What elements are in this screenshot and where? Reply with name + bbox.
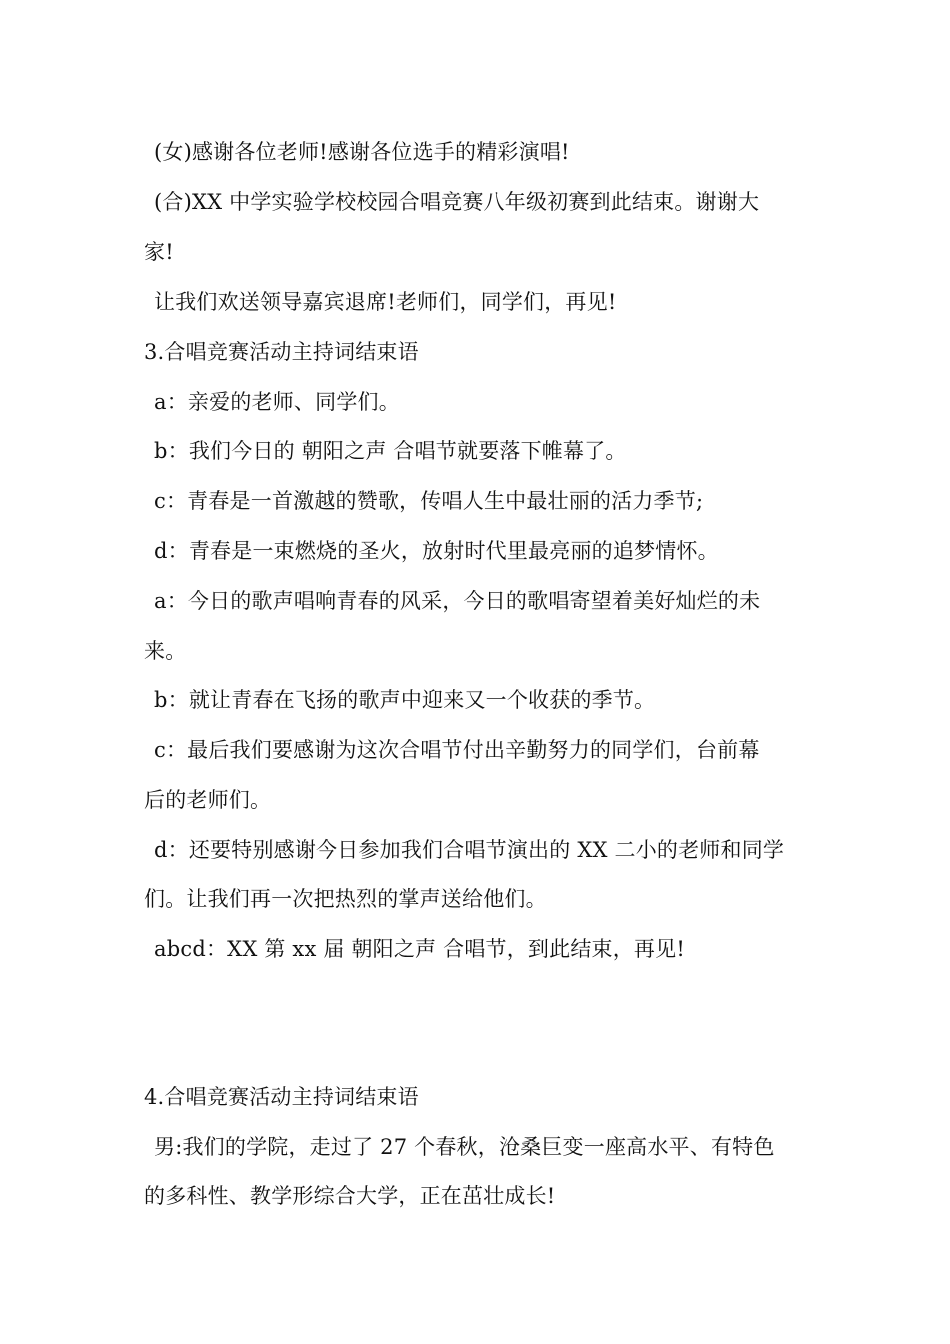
text-line: c：最后我们要感谢为这次合唱节付出辛勤努力的同学们，台前幕 xyxy=(154,738,760,762)
text-line: (合)XX 中学实验学校校园合唱竞赛八年级初赛到此结束。谢谢大 xyxy=(154,190,760,214)
section-heading: 3.合唱竞赛活动主持词结束语 xyxy=(144,340,419,364)
section-heading: 4.合唱竞赛活动主持词结束语 xyxy=(144,1085,419,1109)
text-line: b：就让青春在飞扬的歌声中迎来又一个收获的季节。 xyxy=(154,688,656,712)
text-line: 们。让我们再一次把热烈的掌声送给他们。 xyxy=(144,887,547,911)
text-line: 让我们欢送领导嘉宾退席!老师们，同学们，再见! xyxy=(154,290,617,314)
text-line: c：青春是一首激越的赞歌，传唱人生中最壮丽的活力季节; xyxy=(154,489,704,513)
text-line: 家! xyxy=(144,240,174,264)
text-line: 男:我们的学院，走过了 27 个春秋，沧桑巨变一座高水平、有特色 xyxy=(154,1135,775,1159)
text-line: d：青春是一束燃烧的圣火，放射时代里最亮丽的追梦情怀。 xyxy=(154,539,719,563)
text-line: b：我们今日的 朝阳之声 合唱节就要落下帷幕了。 xyxy=(154,439,627,463)
text-line: a：亲爱的老师、同学们。 xyxy=(154,390,400,414)
text-line: d：还要特别感谢今日参加我们合唱节演出的 XX 二小的老师和同学 xyxy=(154,838,785,862)
text-line: abcd：XX 第 xx 届 朝阳之声 合唱节，到此结束，再见! xyxy=(154,937,685,961)
text-line: (女)感谢各位老师!感谢各位选手的精彩演唱! xyxy=(154,140,570,164)
text-line: 来。 xyxy=(144,639,187,663)
text-line: 的多科性、教学形综合大学，正在茁壮成长! xyxy=(144,1184,556,1208)
text-line: a：今日的歌声唱响青春的风采，今日的歌唱寄望着美好灿烂的未 xyxy=(154,589,761,613)
text-line: 后的老师们。 xyxy=(144,788,272,812)
